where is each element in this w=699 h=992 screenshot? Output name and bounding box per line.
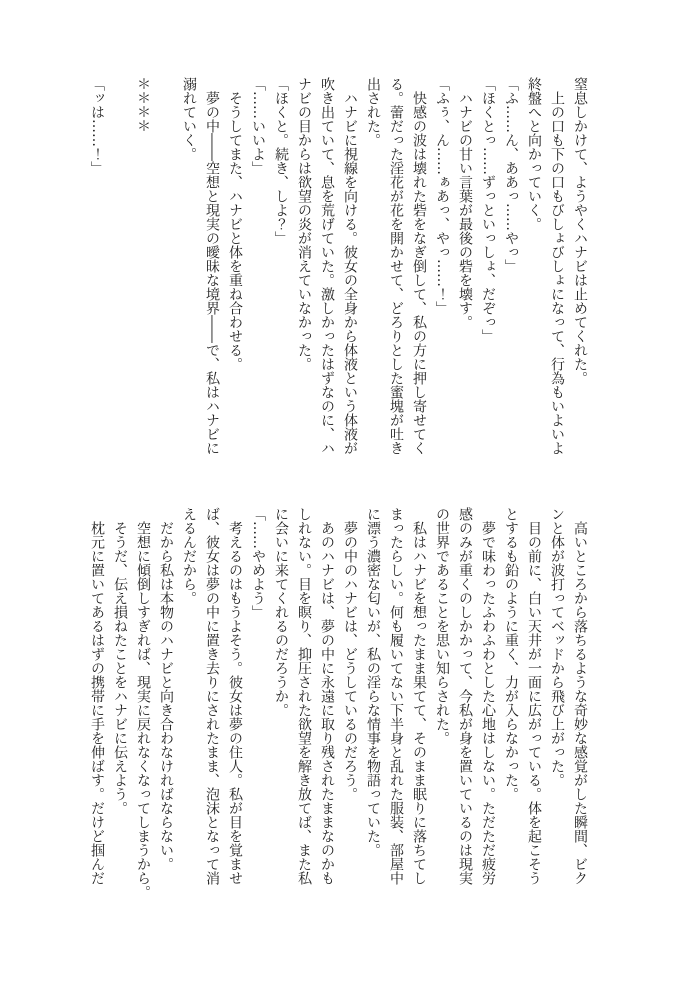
text-line: 窒息しかけて、ようやくハナビは止めてくれた。 (572, 77, 588, 385)
lower-text-block (85, 507, 591, 899)
text-line: 夢の中のハナビは、どうしているのだろう。 (342, 507, 358, 801)
text-line: そうだ、伝え損ねたことをハナビに伝えよう。 (112, 507, 128, 815)
text-line: 吹き出ていて、息を荒げていた。激しかったはずなのに、ハ (319, 77, 335, 455)
text-line: 夢の中――空想と現実の曖昧な境界――で、私はハナビに (204, 77, 220, 455)
text-line: 感のみが重くのしかかって、今私が身を置いているのは現実 (457, 507, 473, 885)
text-line: に漂う濃密な匂いが、私の淫らな情事を物語っていた。 (365, 507, 381, 857)
text-line: まったらしい。何も履いてない下半身と乱れた服装、部屋中 (388, 507, 404, 885)
text-line: る。蕾だった淫花が花を開かせて、どろりとした蜜塊が吐き (388, 77, 404, 455)
text-line: 終盤へと向かっていく。 (526, 77, 542, 231)
text-line: ハナビの甘い言葉が最後の砦を壊す。 (457, 77, 473, 329)
text-line: ば、彼女は夢の中に置き去りにされたまま、泡沫となって消 (204, 507, 220, 885)
text-line: ナビの目からは欲望の炎が消えていなかった。 (296, 77, 312, 371)
text-line: 「ほくとっ……ずっといっしょ、だぞっ」 (480, 77, 496, 343)
text-line: 「……やめよう」 (250, 507, 266, 619)
text-line: 考えるのはもうよそう。彼女は夢の住人。私が目を覚ませ (227, 507, 243, 885)
text-line: 出された。 (365, 77, 381, 147)
text-line: 空想に傾倒しすぎれば、現実に戻れなくなってしまうから。 (135, 507, 151, 899)
text-line: 「ほくと。続き、しよ？」 (273, 77, 289, 245)
text-line: あのハナビは、夢の中に永遠に取り残されたままなのかも (319, 507, 335, 885)
text-line: 上の口も下の口もびしょびしょになって、行為もいよいよ (549, 77, 565, 455)
text-line: 「……いいよ」 (250, 77, 266, 175)
text-line: 溺れていく。 (181, 77, 197, 161)
text-line (154, 77, 177, 461)
text-line: 快感の波は壊れた砦をなぎ倒して、私の方に押し寄せてく (411, 77, 427, 455)
text-line: 高いところから落ちるような奇妙な感覚がした瞬間、ビク (572, 507, 588, 885)
text-line (108, 77, 131, 461)
text-line: ンと体が波打ってベッドから飛び上がった。 (549, 507, 565, 787)
scene-break-marker: ＊＊＊＊ (135, 77, 151, 133)
text-line: 「ふ……ん、ああっ……やっ」 (503, 77, 519, 273)
text-line: 「ッは……！」 (89, 77, 105, 175)
text-line: そうしてまた、ハナビと体を重ね合わせる。 (227, 77, 243, 371)
text-line: だから私は本物のハナビと向き合わなければならない。 (158, 507, 174, 871)
text-line: の世界であることを思い知らされた。 (434, 507, 450, 745)
text-line: えるんだから。 (181, 507, 197, 605)
text-line: 目の前に、白い天井が一面に広がっている。体を起こそう (526, 507, 542, 885)
text-line: 私はハナビを想ったまま果てて、そのまま眠りに落ちてし (411, 507, 427, 885)
text-line: 「ふぅ、ん……ぁあっ、やっ……！」 (434, 77, 450, 315)
text-line: 夢で味わったふわふわとした心地はしない。ただただ疲労 (480, 507, 496, 885)
text-line: とするも鉛のように重く、力が入らなかった。 (503, 507, 519, 801)
text-line: に会いに来てくれるのだろうか。 (273, 507, 289, 717)
text-line: ハナビに視線を向ける。彼女の全身から体液という体液が (342, 77, 358, 455)
upper-text-block (85, 77, 591, 461)
text-line: しれない。目を瞑り、抑圧された欲望を解き放てば、また私 (296, 507, 312, 885)
text-line: 枕元に置いてあるはずの携帯に手を伸ばす。だけど掴んだ (89, 507, 105, 885)
